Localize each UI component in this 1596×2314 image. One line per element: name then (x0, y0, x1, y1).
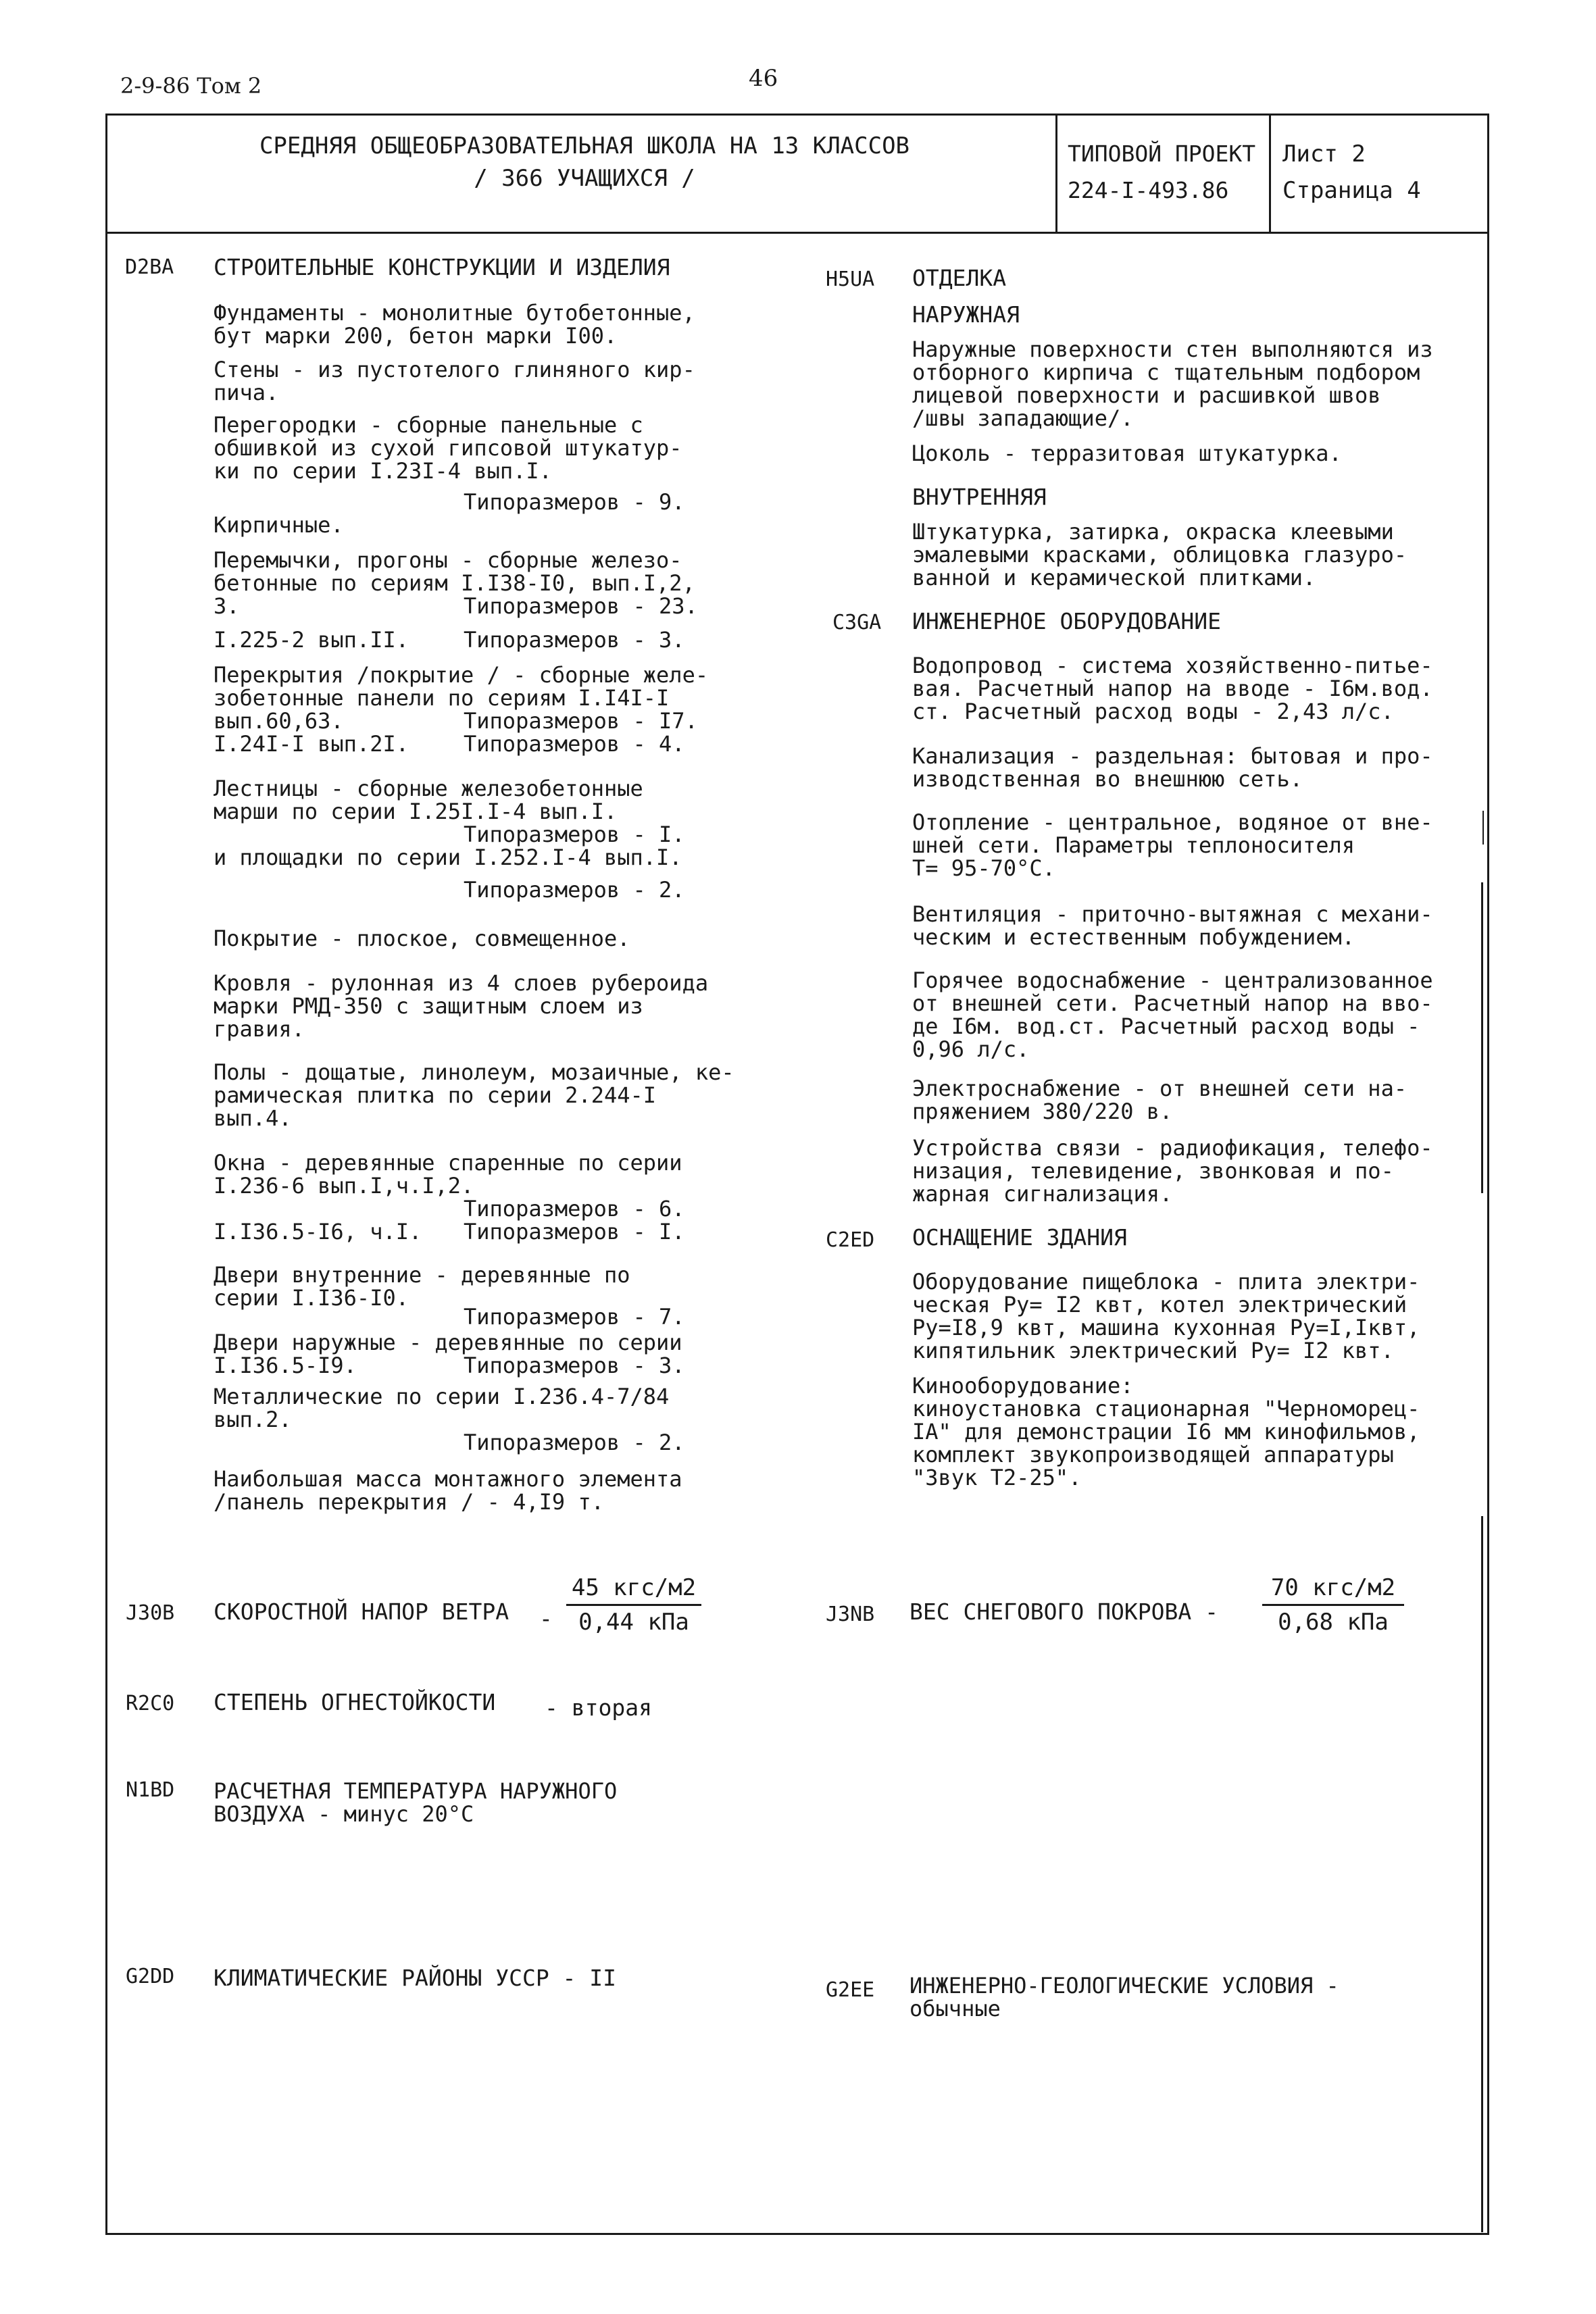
wind-pressure-label: СКОРОСТНОЙ НАПОР ВЕТРА (214, 1599, 509, 1625)
metal-doors-text: Металлические по серии I.236.4-7/84 вып.2. Типоразмеров - 2. (214, 1384, 685, 1455)
snow-load-label: ВЕС СНЕГОВОГО ПОКРОВА - (909, 1599, 1218, 1625)
heating-text: Отопление - центральное, водяное от вне- шней сети. Параметры теплоносителя T= 95-70°С. (912, 809, 1433, 881)
kitchen-equipment-text: Оборудование пищеблока - плита электри- ческая Ру= I2 квт, котел электрический Ру=I8,9 квт, машина кухонная Ру=I,Iквт, кипятильник электрический Ру= I2 квт. (912, 1269, 1420, 1363)
windows-text: Окна - деревянные спаренные по серии I.236-6 вып.I,ч.I,2. Типоразмеров - 6. I.I36.5-I6, ч.I. Типоразмеров - I. (214, 1150, 685, 1244)
section-heading-engineering: ИНЖЕНЕРНОЕ ОБОРУДОВАНИЕ (912, 608, 1221, 634)
geology-code: G2EE (826, 1978, 875, 2002)
section-code-equipment: C2ED (826, 1228, 875, 1252)
floors-text: Полы - дощатые, линолеум, мозаичные, ке- рамическая плитка по серии 2.244-I вып.4. (214, 1059, 734, 1131)
cinema-equipment-text: Кинооборудование: киноустановка стационарная "Черноморец- IA" для демонстрации I6 мм кинофильмов, комплект звукопроизводящей аппаратуры "Звук Т2-25". (912, 1373, 1420, 1490)
sheet-number: Лист 2 (1282, 141, 1366, 168)
section-heading-equipment: ОСНАЩЕНИЕ ЗДАНИЯ (912, 1224, 1127, 1251)
partitions-text: Перегородки - сборные панельные с обшивкой из сухой гипсовой штукатур- ки по серии I.23I-4 вып.I. Типоразмеров - 9. Кирпичные. (214, 412, 685, 538)
document-title: СРЕДНЯЯ ОБЩЕОБРАЗОВАТЕЛЬНАЯ ШКОЛА НА 13 КЛАССОВ (259, 132, 910, 159)
roofing-text: Кровля - рулонная из 4 слоев рубероида марки РМД-350 с защитным слоем из гравия. (214, 970, 709, 1042)
project-label: ТИПОВОЙ ПРОЕКТ (1068, 141, 1256, 167)
geology-conditions-text: ИНЖЕНЕРНО-ГЕОЛОГИЧЕСКИЕ УСЛОВИЯ - обычные (909, 1973, 1339, 2021)
page-label: Страница 4 (1282, 177, 1421, 204)
margin-mark-upper (1482, 811, 1484, 845)
title-block-vline-1 (1055, 114, 1057, 232)
floor-slabs-text: Перекрытия /покрытие / - сборные желе- зобетонные панели по сериям I.I4I-I вып.60,63. Типоразмеров - I7. I.24I-I вып.2I. Типоразмеров - 4. (214, 662, 709, 757)
subheading-interior: ВНУТРЕННЯЯ (912, 484, 1047, 510)
exterior-finish-text: Наружные поверхности стен выполняются из отборного кирпича с тщательным подбором лицевой поверхности и расшивкой швов /швы западающие/. (912, 336, 1433, 431)
section-code-constructions: D2BA (125, 255, 174, 279)
temperature-code: N1BD (126, 1778, 175, 1802)
margin-mark-lower (1481, 1516, 1483, 2232)
hot-water-text: Горячее водоснабжение - централизованное от внешней сети. Расчетный напор на вво- де I6м. вод.ст. Расчетный расход воды - 0,96 л/с. (912, 967, 1433, 1062)
wind-dash: - (539, 1605, 553, 1632)
ventilation-text: Вентиляция - приточно-вытяжная с механи- ческим и естественным побуждением. (912, 901, 1433, 950)
communications-text: Устройства связи - радиофикация, телефо- низация, телевидение, звонковая и по- жарная сигнализация. (912, 1135, 1433, 1207)
design-temperature-text: РАСЧЕТНАЯ ТЕМПЕРАТУРА НАРУЖНОГО ВОЗДУХА - минус 20°С (214, 1778, 618, 1827)
project-code: 224-I-493.86 (1068, 177, 1229, 203)
sewerage-text: Канализация - раздельная: бытовая и про- изводственная во внешнюю сеть. (912, 743, 1433, 792)
title-block-vline-2 (1269, 114, 1271, 232)
stairs-text: Лестницы - сборные железобетонные марши по серии I.25I.I-4 вып.I. Типоразмеров - I. и площадки по серии I.252.I-4 вып.I. Типоразмеров - 2. (214, 776, 685, 903)
fire-resistance-value: - вторая (545, 1694, 652, 1721)
title-block-divider (105, 232, 1489, 234)
wind-pressure-value: 45 кгс/м2 0,44 кПа (566, 1574, 701, 1636)
fire-resistance-label: СТЕПЕНЬ ОГНЕСТОЙКОСТИ (214, 1689, 496, 1715)
power-supply-text: Электроснабжение - от внешней сети на- пряжением 380/220 в. (912, 1076, 1407, 1124)
walls-text: Стены - из пустотелого глиняного кир- пича. (214, 357, 695, 405)
water-supply-text: Водопровод - система хозяйственно-питье- вая. Расчетный напор на вводе - I6м.вод. ст. Расчетный расход воды - 2,43 л/с. (912, 653, 1433, 724)
plinth-text: Цоколь - терразитовая штукатурка. (912, 441, 1342, 466)
exterior-doors-text: Двери наружные - деревянные по серии I.I36.5-I9. Типоразмеров - 3. (214, 1330, 685, 1378)
interior-finish-text: Штукатурка, затирка, окраска клеевыми эмалевыми красками, облицовка глазуро- ванной и керамической плитками. (912, 519, 1407, 590)
page-number: 46 (749, 65, 778, 92)
section-code-engineering: C3GA (832, 611, 882, 634)
interior-doors-text: Двери внутренние - деревянные по серии I.I36-I0. Типоразмеров - 7. (214, 1262, 685, 1330)
snow-load-value: 70 кгс/м2 0,68 кПа (1262, 1574, 1404, 1636)
document-subtitle: / 366 УЧАЩИХСЯ / (474, 165, 695, 192)
subheading-exterior: НАРУЖНАЯ (912, 301, 1020, 328)
climate-regions-text: КЛИМАТИЧЕСКИЕ РАЙОНЫ УССР - II (214, 1965, 617, 1991)
section-code-finishing: H5UA (826, 268, 875, 291)
section-heading-constructions: СТРОИТЕЛЬНЫЕ КОНСТРУКЦИИ И ИЗДЕЛИЯ (214, 254, 670, 280)
roof-text: Покрытие - плоское, совмещенное. (214, 926, 630, 951)
climate-code: G2DD (126, 1965, 175, 1988)
lintels-text: Перемычки, прогоны - сборные железо- бетонные по сериям I.I38-I0, вып.I,2, 3. Типоразмеров - 23. I.225-2 вып.II. Типоразмеров - 3. (214, 547, 698, 653)
wind-code: J30B (126, 1601, 175, 1625)
fire-code: R2C0 (126, 1692, 175, 1715)
foundations-text: Фундаменты - монолитные бутобетонные, бут марки 200, бетон марки I00. (214, 300, 695, 349)
series-reference: 2-9-86 Том 2 (120, 73, 262, 99)
snow-code: J3NB (826, 1603, 875, 1626)
margin-mark-middle (1481, 882, 1483, 1193)
section-heading-finishing: ОТДЕЛКА (912, 265, 1007, 291)
max-element-mass-text: Наибольшая масса монтажного элемента /панель перекрытия / - 4,I9 т. (214, 1466, 682, 1515)
